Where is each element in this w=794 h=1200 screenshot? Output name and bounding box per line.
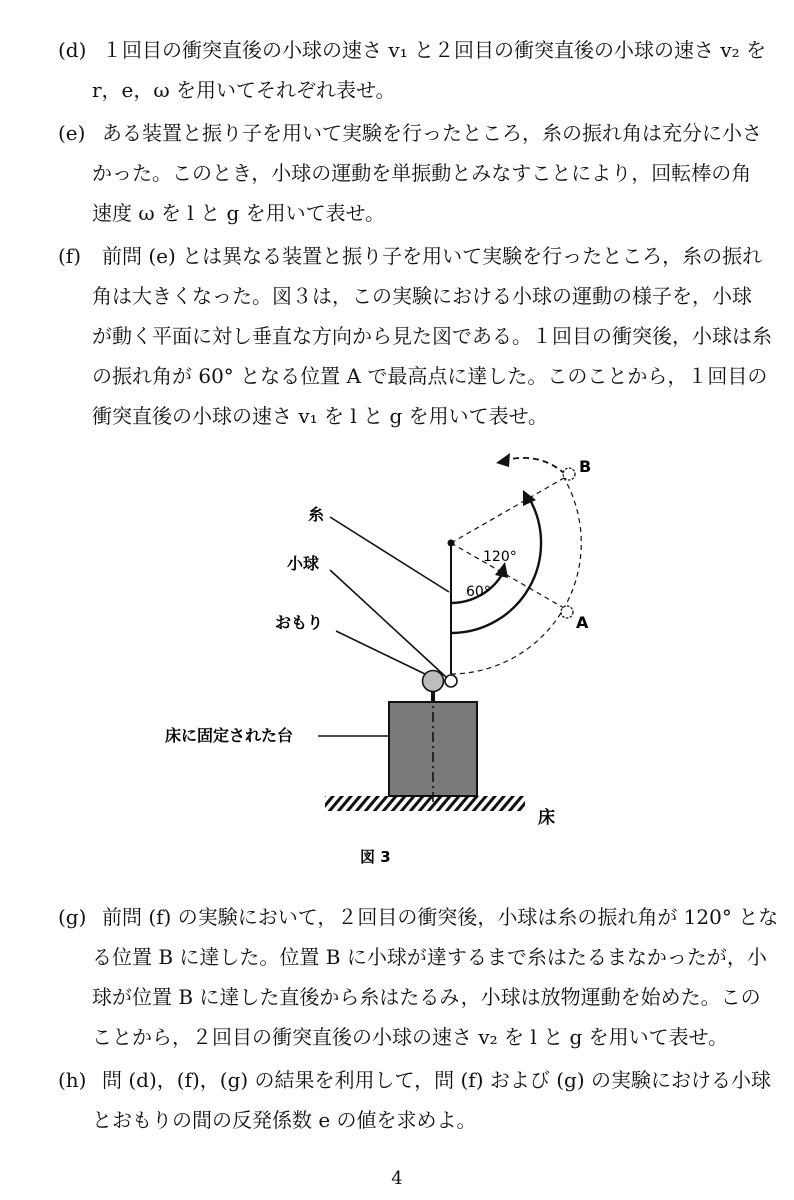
question-e	[58, 113, 762, 233]
question-text: 速度 ω を l と g を用いて表せ。	[92, 201, 386, 225]
question-text: １回目の衝突直後の小球の速さ v₁ と２回目の衝突直後の小球の速さ v₂ を	[102, 38, 767, 62]
question-d	[58, 30, 767, 110]
question-line	[58, 70, 758, 110]
question-line	[58, 396, 758, 436]
question-text: が動く平面に対し垂直な方向から見た図である。１回目の衝突後，小球は糸	[92, 324, 772, 348]
question-label: (d)	[58, 38, 87, 62]
label-stand: 床に固定された台	[165, 726, 294, 745]
leader-line-weight	[336, 631, 425, 674]
parabola-arrowhead	[496, 453, 510, 467]
question-label: (e)	[58, 121, 86, 145]
question-g	[58, 897, 779, 1057]
question-text: 球が位置 B に達した直後から糸はたるみ，小球は放物運動を始めた。この	[92, 985, 761, 1009]
question-text: ある装置と振り子を用いて実験を行ったところ，糸の振れ角は充分に小さ	[102, 121, 762, 145]
figure-3	[0, 440, 794, 880]
question-line	[58, 897, 779, 937]
trajectory-arc	[451, 478, 581, 674]
question-line	[58, 356, 768, 396]
question-text: 問 (d)，(f)，(g) の結果を利用して，問 (f) および (g) の実験における小球	[102, 1068, 771, 1092]
label-weight: おもり	[275, 613, 324, 632]
question-label: (h)	[58, 1068, 87, 1092]
label-floor: 床	[538, 808, 555, 828]
angle-arrowhead-120	[523, 490, 536, 506]
label-ball: 小球	[287, 554, 320, 573]
label-position-b: B	[579, 457, 592, 476]
question-text: r，e，ω を用いてそれぞれ表せ。	[92, 78, 396, 102]
question-label: (g)	[58, 905, 87, 929]
question-line	[58, 1100, 758, 1140]
page-number: 4	[391, 1168, 403, 1189]
question-line	[58, 113, 762, 153]
question-text: 衝突直後の小球の速さ v₁ を l と g を用いて表せ。	[92, 404, 549, 428]
question-line	[58, 977, 761, 1017]
label-angle-120: 120°	[483, 549, 517, 565]
small-ball	[445, 675, 457, 687]
question-f	[58, 236, 772, 436]
figure-caption: 図 3	[360, 848, 391, 866]
floor-hatch	[325, 796, 525, 811]
leader-line-string	[330, 517, 449, 592]
question-text: かった。このとき，小球の運動を単振動とみなすことにより，回転棒の角	[92, 161, 752, 185]
question-text: 前問 (e) とは異なる装置と振り子を用いて実験を行ったところ，糸の振れ	[102, 244, 763, 268]
question-text: 角は大きくなった。図３は，この実験における小球の運動の様子を，小球	[92, 284, 752, 308]
angle-arc-120	[451, 498, 541, 633]
question-line	[58, 937, 767, 977]
question-line	[58, 193, 758, 233]
question-text: ことから，２回目の衝突直後の小球の速さ v₂ を l と g を用いて表せ。	[92, 1025, 729, 1049]
question-text: る位置 B に達した。位置 B に小球が達するまで糸はたるまなかったが，小	[92, 945, 767, 969]
label-angle-60: 60°	[466, 584, 491, 600]
radius-line-b	[451, 478, 564, 543]
question-h	[58, 1060, 771, 1140]
leader-line-ball	[330, 570, 446, 677]
question-label: (f)	[58, 244, 82, 268]
question-line	[58, 316, 772, 356]
question-line	[58, 30, 767, 70]
label-string: 糸	[308, 505, 325, 524]
question-line	[58, 276, 758, 316]
question-text: とおもりの間の反発係数 e の値を求めよ。	[92, 1108, 477, 1132]
question-line	[58, 236, 763, 276]
question-text: 前問 (f) の実験において，２回目の衝突後，小球は糸の振れ角が 120° とな	[102, 905, 779, 929]
label-position-a: A	[576, 613, 589, 632]
ball-position-a	[561, 606, 573, 618]
question-line	[58, 1017, 758, 1057]
question-text: の振れ角が 60° となる位置 A で最高点に達した。このことから，１回目の	[92, 364, 768, 388]
weight-mass	[423, 671, 444, 692]
question-line	[58, 1060, 771, 1100]
ball-position-b	[563, 468, 575, 480]
parabola-path	[506, 458, 565, 474]
question-line	[58, 153, 758, 193]
